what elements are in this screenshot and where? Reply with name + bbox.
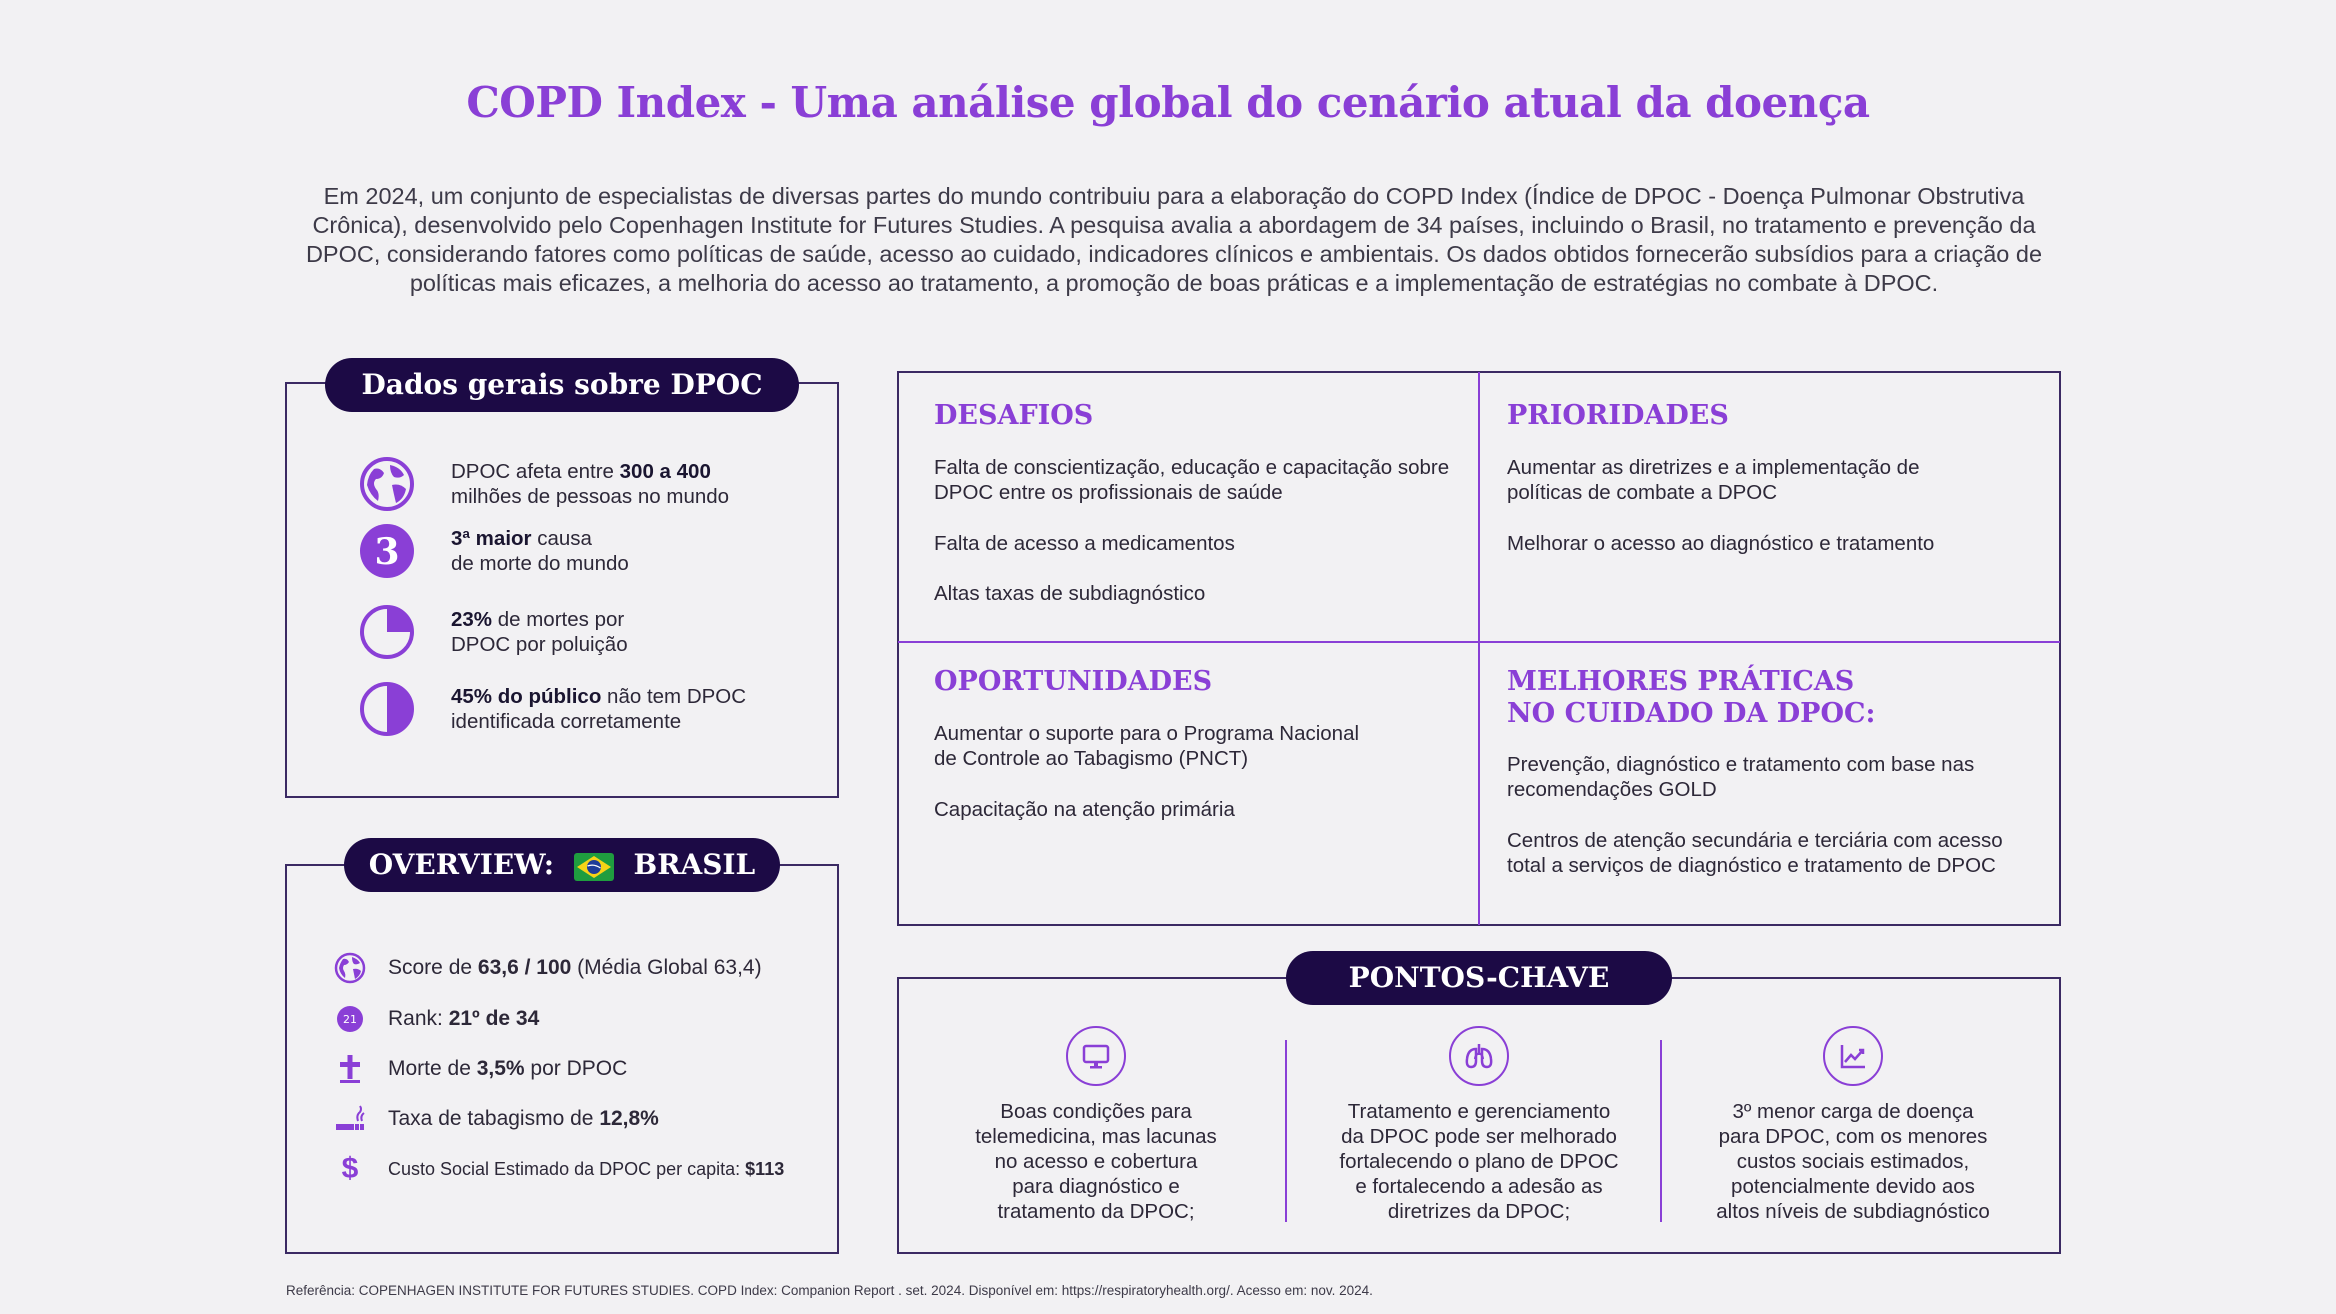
brazil-flag-icon bbox=[574, 853, 614, 881]
praticas-title-line1: MELHORES PRÁTICAS bbox=[1507, 666, 1855, 697]
stat-row-cause bbox=[358, 522, 798, 580]
stat-text-line2: de morte do mundo bbox=[451, 552, 629, 575]
overview-text-post: (Média Global 63,4) bbox=[571, 956, 762, 979]
stat-text-bold: 3ª maior bbox=[451, 527, 532, 550]
keypoint-1-text bbox=[940, 1099, 1252, 1224]
intro-paragraph: Em 2024, um conjunto de especialistas de diversas partes do mundo contribuiu para a elaboração do COPD Index (Índice de DPOC - Doença Pulmonar Obstrutiva Crônica), desenvolvido pelo Copenhagen Institute for Futures Studies. A pesquisa avalia a abordagem de 34 países, incluindo o Brasil, no tratamento e prevenção da DPOC, considerando fatores como políticas de saúde, acesso ao cuidado, indicadores clínicos e ambientais. Os dados obtidos fornecerão subsídios para a criação de políticas mais eficazes, a melhoria do acesso ao tratamento, a promoção de boas práticas e a implementação de estratégias no combate à DPOC. bbox=[305, 183, 2043, 296]
keypoint-line: tratamento da DPOC; bbox=[997, 1200, 1195, 1223]
overview-smoking-text bbox=[388, 1107, 659, 1131]
oportunidades-item-2: Capacitação na atenção primária bbox=[934, 798, 1235, 821]
dollar-icon: $ bbox=[341, 1152, 359, 1185]
praticas-item-2: Centros de atenção secundária e terciária com acesso total a serviços de diagnóstico e tratamento de DPOC bbox=[1507, 829, 2003, 877]
prioridades-title: PRIORIDADES bbox=[1507, 400, 1729, 431]
cross-icon bbox=[334, 1053, 366, 1085]
overview-text-pre: Custo Social Estimado da DPOC per capita: bbox=[388, 1158, 746, 1179]
keypoints-heading: PONTOS-CHAVE bbox=[1286, 951, 1672, 1005]
overview-text-bold: 21º de 34 bbox=[448, 1007, 540, 1030]
overview-text-pre: Rank: bbox=[388, 1007, 449, 1030]
stat-text-post: causa bbox=[531, 527, 592, 550]
stat-text-cause bbox=[451, 526, 629, 576]
overview-death-text bbox=[388, 1057, 627, 1081]
pie-quarter-icon bbox=[358, 603, 416, 661]
overview-cost-text bbox=[388, 1159, 784, 1180]
desafios-item-2: Falta de acesso a medicamentos bbox=[934, 532, 1235, 555]
overview-text-bold: 3,5% bbox=[476, 1057, 525, 1080]
stat-text-affected bbox=[451, 459, 729, 509]
keypoint-line: para DPOC, com os menores bbox=[1718, 1125, 1988, 1148]
keypoints-divider-2 bbox=[1660, 1040, 1662, 1222]
praticas-title-line2: NO CUIDADO DA DPOC: bbox=[1507, 698, 1876, 729]
reference-note: Referência: COPENHAGEN INSTITUTE FOR FUTURES STUDIES. COPD Index: Companion Report . set. 2024. Disponível em: https://respiratoryhealth.org/. Acesso em: nov. 2024. bbox=[286, 1283, 1373, 1298]
overview-score-text bbox=[388, 956, 762, 980]
keypoint-line: custos sociais estimados, bbox=[1736, 1150, 1970, 1173]
overview-heading-label: OVERVIEW: bbox=[368, 848, 555, 881]
keypoint-line: altos níveis de subdiagnóstico bbox=[1716, 1200, 1990, 1223]
stat-row-affected bbox=[358, 455, 798, 513]
overview-heading-country: BRASIL bbox=[633, 848, 756, 881]
overview-row-cost bbox=[334, 1153, 784, 1185]
overview-row-score bbox=[334, 952, 762, 984]
lungs-icon bbox=[1449, 1026, 1509, 1086]
number-3-badge-text: 3 bbox=[374, 531, 400, 573]
overview-text-bold: 12,8% bbox=[599, 1107, 659, 1130]
keypoints-divider-1 bbox=[1285, 1040, 1287, 1222]
prioridades-item-1: Aumentar as diretrizes e a implementação de políticas de combate a DPOC bbox=[1507, 456, 1920, 504]
desafios-title: DESAFIOS bbox=[934, 400, 1094, 431]
overview-text-pre: Taxa de tabagismo de bbox=[388, 1107, 600, 1130]
overview-text-post: por DPOC bbox=[524, 1057, 628, 1080]
stat-text-line2: DPOC por poluição bbox=[451, 633, 628, 656]
stat-row-undiagnosed bbox=[358, 680, 798, 738]
rank-badge-icon bbox=[334, 1003, 366, 1035]
stat-text-pollution bbox=[451, 607, 628, 657]
oportunidades-title: OPORTUNIDADES bbox=[934, 666, 1213, 697]
stat-text-post: de mortes por bbox=[492, 608, 625, 631]
overview-row-death bbox=[334, 1053, 627, 1085]
quadrant-divider-vertical bbox=[1478, 372, 1480, 925]
stat-text-post: não tem DPOC bbox=[601, 685, 747, 708]
keypoint-line: para diagnóstico e bbox=[1012, 1175, 1180, 1198]
keypoint-line: Tratamento e gerenciamento bbox=[1347, 1100, 1611, 1123]
monitor-icon bbox=[1066, 1026, 1126, 1086]
keypoint-line: Boas condições para bbox=[1000, 1100, 1192, 1123]
overview-row-rank bbox=[334, 1003, 539, 1035]
praticas-item-1: Prevenção, diagnóstico e tratamento com base nas recomendações GOLD bbox=[1507, 753, 1975, 801]
overview-heading bbox=[344, 838, 780, 892]
keypoint-line: diretrizes da DPOC; bbox=[1387, 1200, 1571, 1223]
prioridades-item-2: Melhorar o acesso ao diagnóstico e tratamento bbox=[1507, 532, 1935, 555]
overview-text-pre: Score de bbox=[388, 956, 478, 979]
chart-up-icon bbox=[1823, 1026, 1883, 1086]
desafios-item-1: Falta de conscientização, educação e capacitação sobre DPOC entre os profissionais de saúde bbox=[934, 456, 1450, 504]
overview-text-pre: Morte de bbox=[388, 1057, 477, 1080]
keypoint-line: da DPOC pode ser melhorado bbox=[1341, 1125, 1617, 1148]
desafios-item-3: Altas taxas de subdiagnóstico bbox=[934, 582, 1206, 605]
globe-icon bbox=[358, 455, 416, 513]
oportunidades-item-1: Aumentar o suporte para o Programa Nacional de Controle ao Tabagismo (PNCT) bbox=[934, 722, 1360, 770]
general-data-heading: Dados gerais sobre DPOC bbox=[325, 358, 799, 412]
overview-rank-text bbox=[388, 1007, 539, 1031]
keypoint-line: no acesso e cobertura bbox=[994, 1150, 1198, 1173]
stat-text-line2: identificada corretamente bbox=[451, 710, 682, 733]
overview-text-bold: $113 bbox=[745, 1158, 785, 1179]
half-circle-icon bbox=[358, 680, 416, 738]
keypoint-line: potencialmente devido aos bbox=[1731, 1175, 1975, 1198]
stat-text-bold: 45% do público bbox=[451, 685, 602, 708]
overview-text-bold: 63,6 / 100 bbox=[477, 956, 572, 979]
keypoint-line: 3º menor carga de doença bbox=[1732, 1100, 1974, 1123]
keypoint-2-text bbox=[1314, 1099, 1644, 1224]
stat-text-bold: 23% bbox=[451, 608, 493, 631]
rank-badge-text: 21 bbox=[343, 1013, 357, 1026]
stat-row-pollution bbox=[358, 603, 798, 661]
cigarette-icon bbox=[334, 1103, 366, 1135]
number-3-icon bbox=[358, 522, 416, 580]
quadrant-divider-horizontal bbox=[898, 641, 2060, 643]
stat-text-pre: DPOC afeta entre bbox=[451, 460, 620, 483]
globe-icon bbox=[334, 952, 366, 984]
overview-row-smoking bbox=[334, 1103, 659, 1135]
keypoint-line: fortalecendo o plano de DPOC bbox=[1339, 1150, 1619, 1173]
praticas-title bbox=[1507, 666, 1875, 730]
keypoint-line: telemedicina, mas lacunas bbox=[975, 1125, 1217, 1148]
page-title: COPD Index - Uma análise global do cenário atual da doença bbox=[466, 78, 1870, 127]
keypoint-line: e fortalecendo a adesão as bbox=[1355, 1175, 1603, 1198]
keypoint-3-text bbox=[1690, 1099, 2016, 1224]
stat-text-bold: 300 a 400 bbox=[619, 460, 711, 483]
stat-text-undiagnosed bbox=[451, 684, 746, 734]
stat-text-line2: milhões de pessoas no mundo bbox=[451, 485, 730, 508]
